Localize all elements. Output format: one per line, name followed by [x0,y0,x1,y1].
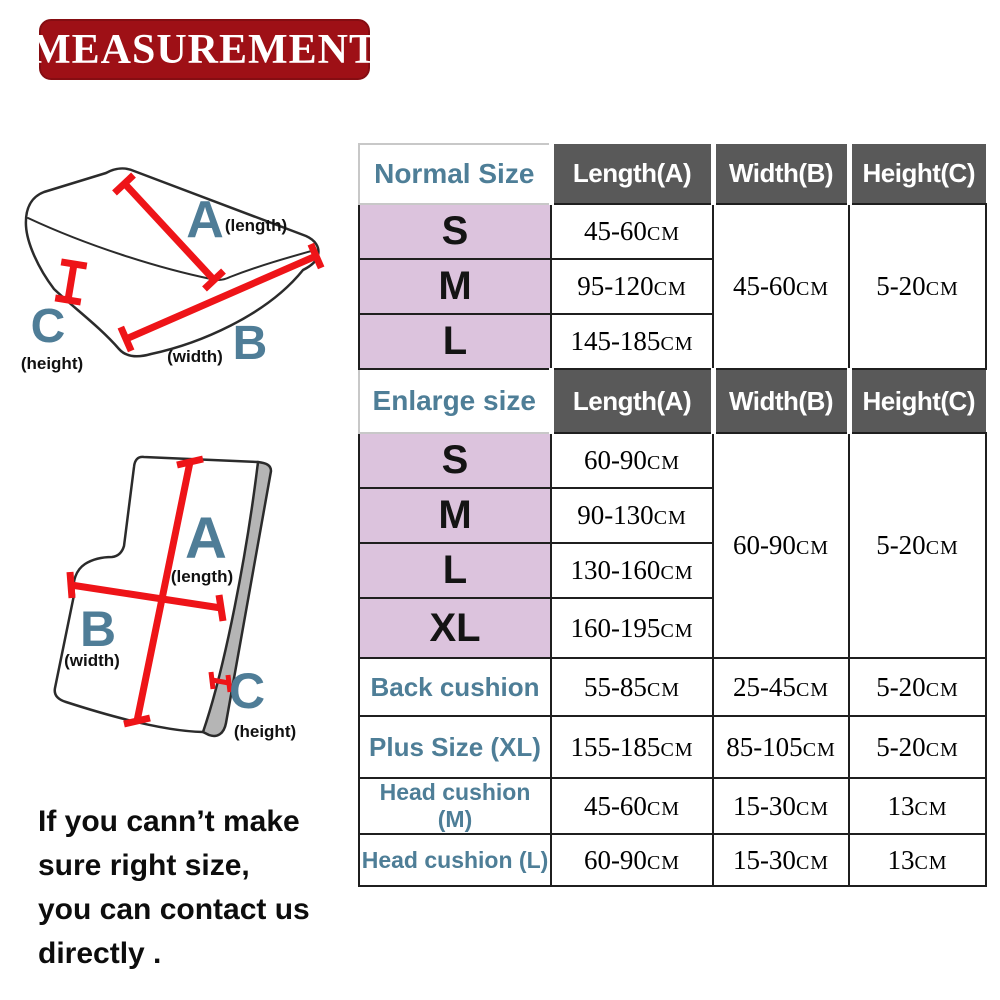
value: 90-130 [577,500,654,530]
unit: CM [646,797,681,820]
label-c-sub: (height) [233,722,297,741]
unit: CM [795,537,830,559]
measure-tick [211,672,213,689]
height-value-cell [849,778,986,834]
measure-tick [61,262,87,266]
length-value-cell [551,834,713,886]
value: 60-90 [583,844,647,875]
column-header-height: Height(C) [849,369,986,433]
length-value-cell [551,598,713,658]
measurement-title: MEASUREMENT [30,26,379,73]
label-a-sub: (length) [224,216,288,235]
length-value-cell [551,488,713,543]
column-header-length: Length(A) [551,144,713,204]
size-cell: S [359,433,551,488]
table-header-row [359,369,986,433]
height-value-cell [849,716,986,778]
unit: CM [925,537,959,559]
value: 155-185 [570,731,661,762]
unit: CM [660,619,694,642]
width-value-cell [713,204,849,369]
value: 160-195 [570,612,661,643]
size-cell: M [359,259,551,314]
contact-note-line: you can contact us [38,893,310,926]
value: 130-160 [570,555,661,585]
value: 85-105 [726,731,803,762]
height-value-cell [849,204,986,369]
size-cell: L [359,543,551,598]
contact-note-line: sure right size, [38,849,250,882]
value: 15-30 [732,790,796,821]
measure-tick [70,572,72,598]
value: 45-60 [583,790,647,821]
contact-note [38,800,310,976]
row-label-head-cushion-l: Head cushion (L) [359,834,551,886]
value: 13 [887,844,915,875]
size-cell: XL [359,598,551,658]
column-header-height: Height(C) [849,144,986,204]
size-cell: S [359,204,551,259]
value: 15-30 [732,844,796,875]
table-row [359,834,986,886]
section-label-normal-size: Normal Size [359,144,551,204]
size-cell: M [359,488,551,543]
table-row [359,778,986,834]
length-value-cell [551,543,713,598]
length-value-cell [551,259,713,314]
unit: CM [795,851,830,874]
row-label-plus-size: Plus Size (XL) [359,716,551,778]
value: 5-20 [876,271,926,301]
unit: CM [795,797,830,820]
length-value-cell [551,204,713,259]
width-value-cell [713,433,849,658]
row-label-head-cushion-m: Head cushion (M) [359,778,551,834]
value: 45-60 [732,271,796,301]
value: 55-85 [583,671,647,702]
section-label-enlarge-size: Enlarge size [359,369,551,433]
unit: CM [914,851,948,874]
value: 5-20 [876,530,926,560]
column-header-width: Width(B) [713,369,849,433]
width-value-cell [713,834,849,886]
value: 45-60 [583,216,647,246]
unit: CM [660,333,694,355]
value: 5-20 [876,731,926,762]
label-b-sub: (width) [64,651,120,670]
size-table [358,143,987,887]
value: 60-90 [583,445,647,475]
unit: CM [653,278,687,300]
length-value-cell [551,314,713,369]
unit: CM [653,507,687,529]
value: 60-90 [732,530,796,560]
table-row [359,433,986,488]
height-value-cell [849,834,986,886]
unit: CM [925,678,959,701]
label-b: B [232,317,268,370]
size-cell: L [359,314,551,369]
label-b-sub: (width) [167,347,223,366]
value: 145-185 [570,326,661,356]
value: 25-45 [732,671,796,702]
label-c: C [30,300,66,353]
contact-note-line: directly . [38,937,162,970]
unit: CM [925,278,959,300]
table-row [359,658,986,716]
unit: CM [795,678,830,701]
length-value-cell [551,716,713,778]
value: 13 [887,790,915,821]
label-c: C [228,663,266,719]
column-header-width: Width(B) [713,144,849,204]
value: 95-120 [577,271,654,301]
measurement-banner [30,19,379,80]
height-value-cell [849,433,986,658]
unit: CM [660,738,694,761]
table-header-row [359,144,986,204]
unit: CM [795,278,830,300]
width-value-cell [713,658,849,716]
table-row [359,716,986,778]
seat-cushion-diagram [18,146,360,404]
label-b: B [79,601,117,657]
back-cushion-diagram [40,443,362,781]
unit: CM [914,797,948,820]
unit: CM [646,452,681,474]
unit: CM [646,223,681,245]
length-value-cell [551,778,713,834]
width-value-cell [713,716,849,778]
width-value-cell [713,778,849,834]
unit: CM [646,851,681,874]
label-a: A [186,191,224,249]
unit: CM [646,678,681,701]
unit: CM [660,562,694,584]
table-row [359,204,986,259]
unit: CM [802,738,836,761]
length-value-cell [551,658,713,716]
unit: CM [925,738,959,761]
label-a-sub: (length) [170,567,234,586]
height-value-cell [849,658,986,716]
contact-note-line: If you cann’t make [38,805,300,838]
column-header-length: Length(A) [551,369,713,433]
value: 5-20 [876,671,926,702]
measure-tick [219,595,223,621]
label-c-sub: (height) [20,354,84,373]
row-label-back-cushion: Back cushion [359,658,551,716]
length-value-cell [551,433,713,488]
label-a: A [185,506,227,571]
